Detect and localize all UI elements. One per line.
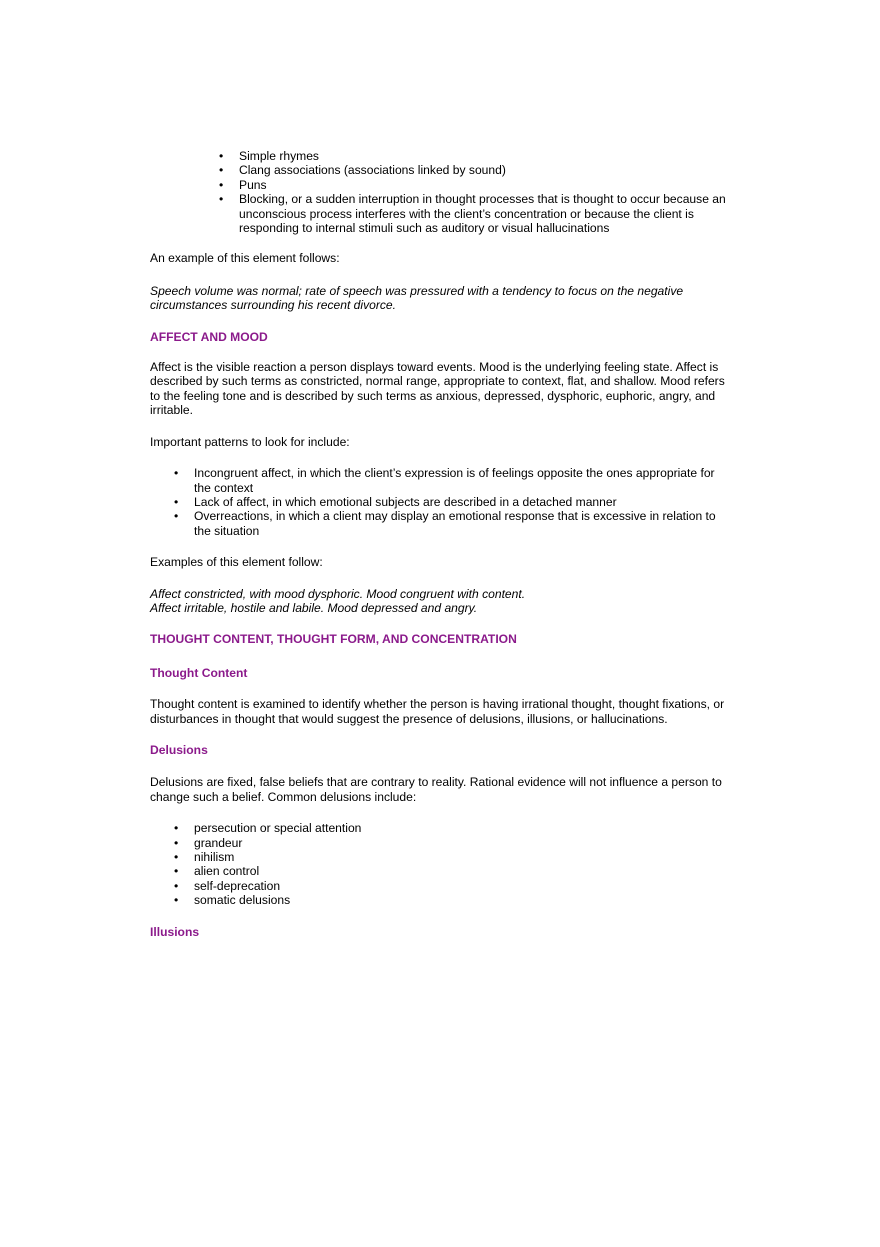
bullet-icon: • bbox=[174, 864, 179, 879]
list-item: • somatic delusions bbox=[174, 893, 291, 908]
bullet-icon: • bbox=[219, 177, 224, 192]
subheading-thought-content: Thought Content bbox=[150, 665, 248, 680]
list-item: • Overreactions, in which a client may display an emotional response that is excessive in relation to the situation bbox=[174, 509, 716, 538]
patterns-intro: Important patterns to look for include: bbox=[150, 434, 350, 449]
bullet-icon: • bbox=[174, 878, 179, 893]
list-item: • alien control bbox=[174, 864, 260, 879]
bullet-icon: • bbox=[174, 509, 179, 524]
patterns-list bbox=[174, 466, 734, 538]
list-item: • persecution or special attention bbox=[174, 821, 362, 836]
bullet-icon: • bbox=[174, 494, 179, 509]
list-item: • Clang associations (associations linked by sound) bbox=[219, 163, 506, 178]
bullet-icon: • bbox=[219, 149, 224, 163]
example-speech: Speech volume was normal; rate of speech was pressured with a tendency to focus on the negative circumstances surrounding his recent divorce. bbox=[150, 283, 684, 313]
bullet-icon: • bbox=[174, 466, 179, 481]
heading-affect-and-mood: AFFECT AND MOOD bbox=[150, 329, 268, 344]
list-item: • self-deprecation bbox=[174, 878, 281, 893]
heading-thought-content-form-concentration: THOUGHT CONTENT, THOUGHT FORM, AND CONCENTRATION bbox=[150, 632, 517, 647]
list-item: • Incongruent affect, in which the client’s expression is of feelings opposite the ones appropriate for the context bbox=[174, 466, 715, 495]
subheading-delusions: Delusions bbox=[150, 742, 208, 757]
list-item: • Lack of affect, in which emotional subjects are described in a detached manner bbox=[174, 494, 617, 509]
examples-intro: Examples of this element follow: bbox=[150, 555, 323, 570]
delusions-list bbox=[174, 821, 734, 908]
page-content bbox=[150, 149, 735, 939]
bullet-icon: • bbox=[174, 821, 179, 836]
bullet-icon: • bbox=[174, 835, 179, 850]
list-item: • nihilism bbox=[174, 850, 235, 864]
subheading-illusions: Illusions bbox=[150, 924, 200, 939]
bullet-icon: • bbox=[219, 163, 224, 178]
bullet-icon: • bbox=[174, 850, 179, 864]
example-intro: An example of this element follows: bbox=[150, 251, 340, 266]
list-item: • Simple rhymes bbox=[219, 149, 319, 163]
example-affect-2: Affect irritable, hostile and labile. Mood depressed and angry. bbox=[150, 600, 478, 615]
thought-content-paragraph: Thought content is examined to identify whether the person is having irrational thought, thought fixations, or disturbances in thought that would suggest the presence of delusions, illusions, or hallucinations. bbox=[150, 697, 725, 726]
delusions-paragraph: Delusions are fixed, false beliefs that are contrary to reality. Rational evidence will not influence a person to change such a belief. Common delusions include: bbox=[150, 775, 722, 804]
affect-paragraph: Affect is the visible reaction a person displays toward events. Mood is the underlying feeling state. Affect is described by such terms as constricted, normal range, appropriate to context, flat, and shallow. Mood refers to the feeling tone and is described by such terms as anxious, depressed, dysphoric, euphoric, angry, and irritable. bbox=[150, 360, 725, 418]
list-item: • Puns bbox=[219, 177, 267, 192]
bullet-icon: • bbox=[219, 192, 224, 207]
thought-form-list bbox=[219, 149, 729, 236]
example-affect-1: Affect constricted, with mood dysphoric. Mood congruent with content. bbox=[150, 586, 526, 601]
list-item: • grandeur bbox=[174, 835, 243, 850]
list-item: • Blocking, or a sudden interruption in thought processes that is thought to occur because an unconscious process interferes with the client’s concentration or because the client is responding to internal stimuli such as auditory or visual hallucinations bbox=[219, 192, 726, 236]
bullet-icon: • bbox=[174, 893, 179, 908]
